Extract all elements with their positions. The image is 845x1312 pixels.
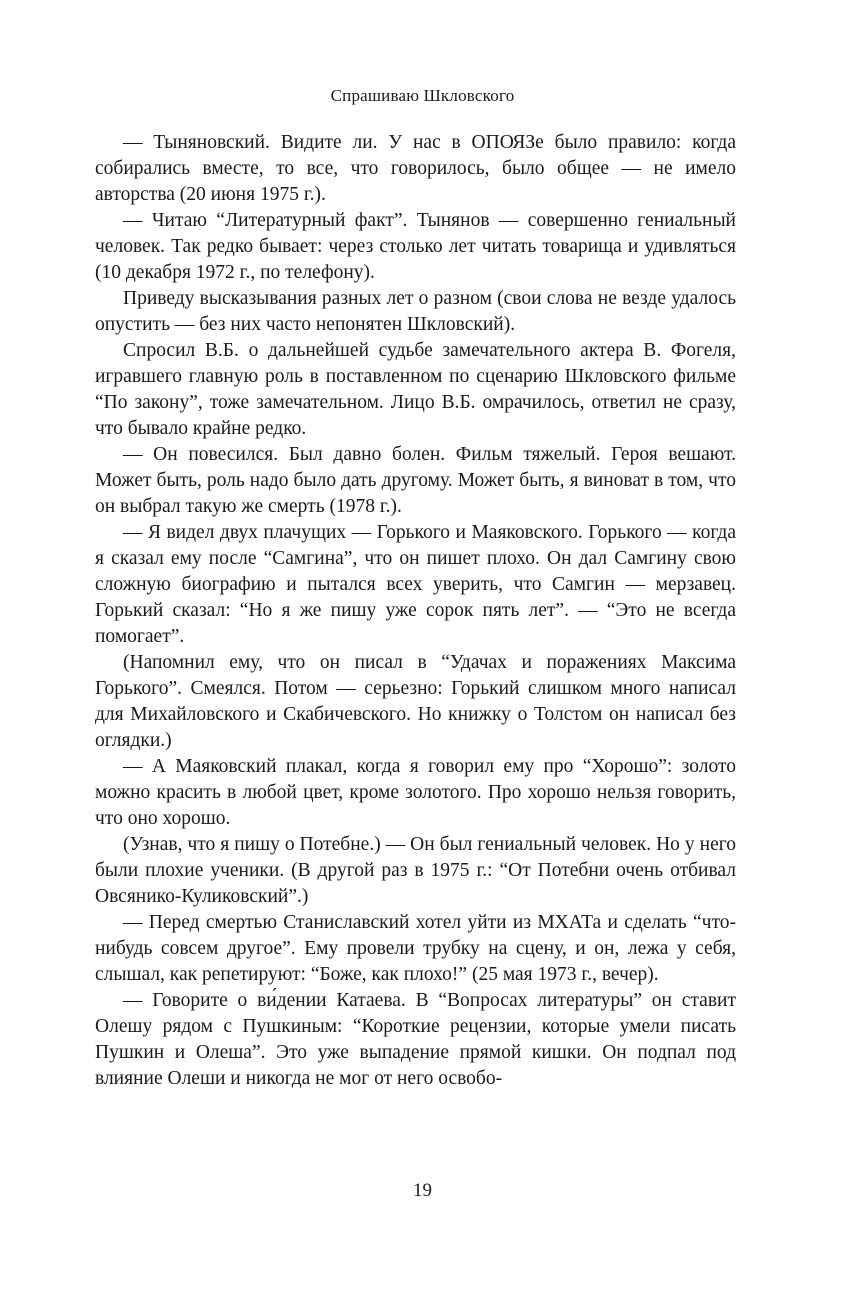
- paragraph: — Говорите о ви́дении Катаева. В “Вопросах литературы” он ставит Олешу рядом с Пушкиным: “Короткие рецензии, которые умели писать Пушкин и Олеша”. Это уже выпадение прямой кишки. Он подпал под влияние Олеши и никогда не мог от него освобо-: [95, 990, 736, 1089]
- page-number: 19: [413, 1180, 432, 1201]
- running-head: Спрашиваю Шкловского: [330, 86, 515, 105]
- paragraph: Приведу высказывания разных лет о разном (свои слова не везде удалось опустить — без них часто непонятен Шкловский).: [95, 288, 736, 335]
- paragraph: — Тыняновский. Видите ли. У нас в ОПОЯЗе было правило: когда собирались вместе, то все, что говорилось, было общее — не имело авторства (20 июня 1975 г.).: [95, 132, 736, 205]
- paragraph: (Узнав, что я пишу о Потебне.) — Он был гениальный человек. Но у него были плохие ученики. (В другой раз в 1975 г.: “От Потебни очень отбивал Овсянико-Куликовский”.): [95, 834, 736, 907]
- paragraph: — Читаю “Литературный факт”. Тынянов — совершенно гениальный человек. Так редко бывает: через столько лет читать товарища и удивляться (10 декабря 1972 г., по телефону).: [95, 210, 736, 283]
- paragraph: — Перед смертью Станиславский хотел уйти из МХАТа и сделать “что-нибудь совсем другое”. Ему провели трубку на сцену, и он, лежа у себя, слышал, как репетируют: “Боже, как плохо!” (25 мая 1973 г., вечер).: [95, 912, 736, 985]
- paragraph: — А Маяковский плакал, когда я говорил ему про “Хорошо”: золото можно красить в любой цвет, кроме золотого. Про хорошо нельзя говорить, что оно хорошо.: [95, 756, 736, 829]
- paragraph: Спросил В.Б. о дальнейшей судьбе замечательного актера В. Фогеля, игравшего главную роль в поставленном по сценарию Шкловского фильме “По закону”, тоже замечательном. Лицо В.Б. омрачилось, ответил не сразу, что бывало крайне редко.: [95, 340, 736, 439]
- paragraph: (Напомнил ему, что он писал в “Удачах и поражениях Максима Горького”. Смеялся. Потом — серьезно: Горький слишком много написал для Михайловского и Скабичевского. Но книжку о Толстом он написал без оглядки.): [95, 652, 736, 751]
- paragraph: — Он повесился. Был давно болен. Фильм тяжелый. Героя вешают. Может быть, роль надо было дать другому. Может быть, я виноват в том, что он выбрал такую же смерть (1978 г.).: [95, 444, 736, 517]
- body-text: [95, 130, 736, 1092]
- paragraph: — Я видел двух плачущих — Горького и Маяковского. Горького — когда я сказал ему после “Самгина”, что он пишет плохо. Он дал Самгину свою сложную биографию и пытался всех уверить, что Самгин — мерзавец. Горький сказал: “Но я же пишу уже сорок пять лет”. — “Это не всегда помогает”.: [95, 522, 736, 647]
